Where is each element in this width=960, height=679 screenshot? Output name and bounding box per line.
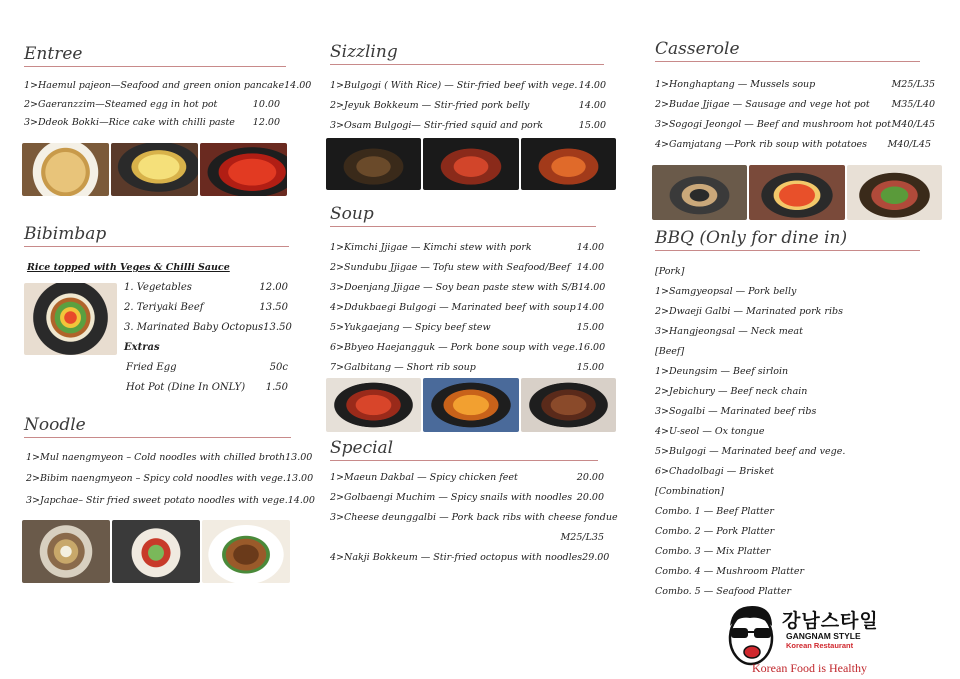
list-item: 3>Ddeok Bokki—Rice cake with chilli paste 12.00	[24, 117, 280, 128]
sizzling-photo	[326, 138, 616, 190]
list-item: 3>Osam Bulgogi— Stir-fried squid and pork 15.00	[330, 120, 606, 131]
list-item: 3>Sogalbi — Marinated beef ribs	[655, 406, 817, 417]
list-item: Hot Pot (Dine In ONLY) 1.50	[126, 382, 288, 393]
list-item: 5>Yukgaejang — Spicy beef stew 15.00	[330, 322, 604, 333]
list-item: 1>Maeun Dakbal — Spicy chicken feet 20.00	[330, 472, 604, 483]
list-item: 1>Deungsim — Beef sirloin	[655, 366, 789, 377]
logo-korean: 강남스타일	[782, 610, 879, 632]
list-item: 3>Cheese deunggalbi — Pork back ribs with cheese fondue	[330, 512, 618, 523]
sizzling-heading: Sizzling	[330, 42, 604, 65]
tagline: Korean Food is Healthy	[752, 661, 867, 675]
list-item: 6>Chadolbagi — Brisket	[655, 466, 774, 477]
list-item: Combo. 1 — Beef Platter	[655, 506, 774, 517]
list-item: 3>Sogogi Jeongol — Beef and mushroom hot pot M40/L45	[655, 119, 935, 130]
logo-name: GANGNAM STYLE	[786, 631, 861, 641]
list-item: 2>Sundubu Jjigae — Tofu stew with Seafood/Beef 14.00	[330, 262, 604, 273]
list-item: 4>U-seol — Ox tongue	[655, 426, 765, 437]
list-item: 2. Teriyaki Beef 13.50	[124, 302, 288, 313]
casserole-heading: Casserole	[655, 39, 920, 62]
list-item: 4>Ddukbaegi Bulgogi — Marinated beef with soup 14.00	[330, 302, 604, 313]
list-item: 1>Kimchi Jjigae — Kimchi stew with pork 14.00	[330, 242, 604, 253]
list-item: 2>Jebichury — Beef neck chain	[655, 386, 808, 397]
special-heading: Special	[330, 438, 598, 461]
soup-photo	[326, 378, 616, 432]
bibimbap-heading: Bibimbap	[24, 224, 289, 247]
list-item: 3>Hangjeongsal — Neck meat	[655, 326, 803, 337]
logo-sub: Korean Restaurant	[786, 641, 854, 650]
bibimbap-subtitle: Rice topped with Veges & Chilli Sauce	[27, 262, 230, 273]
list-item: 3>Japchae– Stir fried sweet potato noodles with vege. 14.00	[26, 495, 315, 506]
list-item: 1>Mul naengmyeon – Cold noodles with chilled broth 13.00	[26, 452, 313, 463]
list-item: 2>Gaeranzzim—Steamed egg in hot pot 10.00	[24, 99, 280, 110]
bibimbap-photo	[24, 283, 117, 355]
list-item: 1>Bulgogi ( With Rice) — Stir-fried beef with vege. 14.00	[330, 80, 606, 91]
list-item: 2>Dwaeji Galbi — Marinated pork ribs	[655, 306, 843, 317]
list-item: 2>Bibim naengmyeon – Spicy cold noodles with vege. 13.00	[26, 473, 314, 484]
list-item: 4>Gamjatang —Pork rib soup with potatoes M40/L45	[655, 139, 931, 150]
soup-heading: Soup	[330, 204, 596, 227]
bbq-heading: BBQ (Only for dine in)	[655, 228, 920, 251]
list-item: Combo. 3 — Mix Platter	[655, 546, 771, 557]
entree-photo	[22, 143, 287, 196]
list-item: 6>Bbyeo Haejangguk — Pork bone soup with vege. 16.00	[330, 342, 606, 353]
list-item: [Pork]	[655, 266, 685, 277]
list-item: 1>Haemul pajeon—Seafood and green onion pancake 14.00	[24, 80, 312, 91]
list-item: 1>Honghaptang — Mussels soup M25/L35	[655, 79, 935, 90]
entree-heading: Entree	[24, 44, 286, 67]
list-item: Combo. 5 — Seafood Platter	[655, 586, 791, 597]
noodle-photo	[22, 520, 290, 583]
list-item: 2>Jeyuk Bokkeum — Stir-fried pork belly 14.00	[330, 100, 606, 111]
noodle-heading: Noodle	[24, 415, 291, 438]
extras-label: Extras	[124, 342, 160, 353]
list-item: 1. Vegetables 12.00	[124, 282, 288, 293]
list-item: 3. Marinated Baby Octopus 13.50	[124, 322, 292, 333]
list-item: 5>Bulgogi — Marinated beef and vege.	[655, 446, 846, 457]
list-item: Fried Egg 50c	[126, 362, 288, 373]
list-item: Combo. 2 — Pork Platter	[655, 526, 775, 537]
list-item: [Beef]	[655, 346, 685, 357]
casserole-photo	[652, 165, 942, 220]
list-item: 2>Golbaengi Muchim — Spicy snails with noodles 20.00	[330, 492, 604, 503]
logo	[720, 600, 890, 678]
list-item: 2>Budae Jjigae — Sausage and vege hot pot M35/L40	[655, 99, 935, 110]
list-item: 1>Samgyeopsal — Pork belly	[655, 286, 797, 297]
list-item: 4>Nakji Bokkeum — Stir-fried octopus with noodles 29.00	[330, 552, 610, 563]
mascot-icon	[722, 602, 780, 668]
list-item: [Combination]	[655, 486, 725, 497]
list-item: M25/L35	[560, 532, 604, 543]
list-item: 7>Galbitang — Short rib soup 15.00	[330, 362, 604, 373]
list-item: Combo. 4 — Mushroom Platter	[655, 566, 804, 577]
list-item: 3>Doenjang Jjigae — Soy bean paste stew with S/B 14.00	[330, 282, 606, 293]
